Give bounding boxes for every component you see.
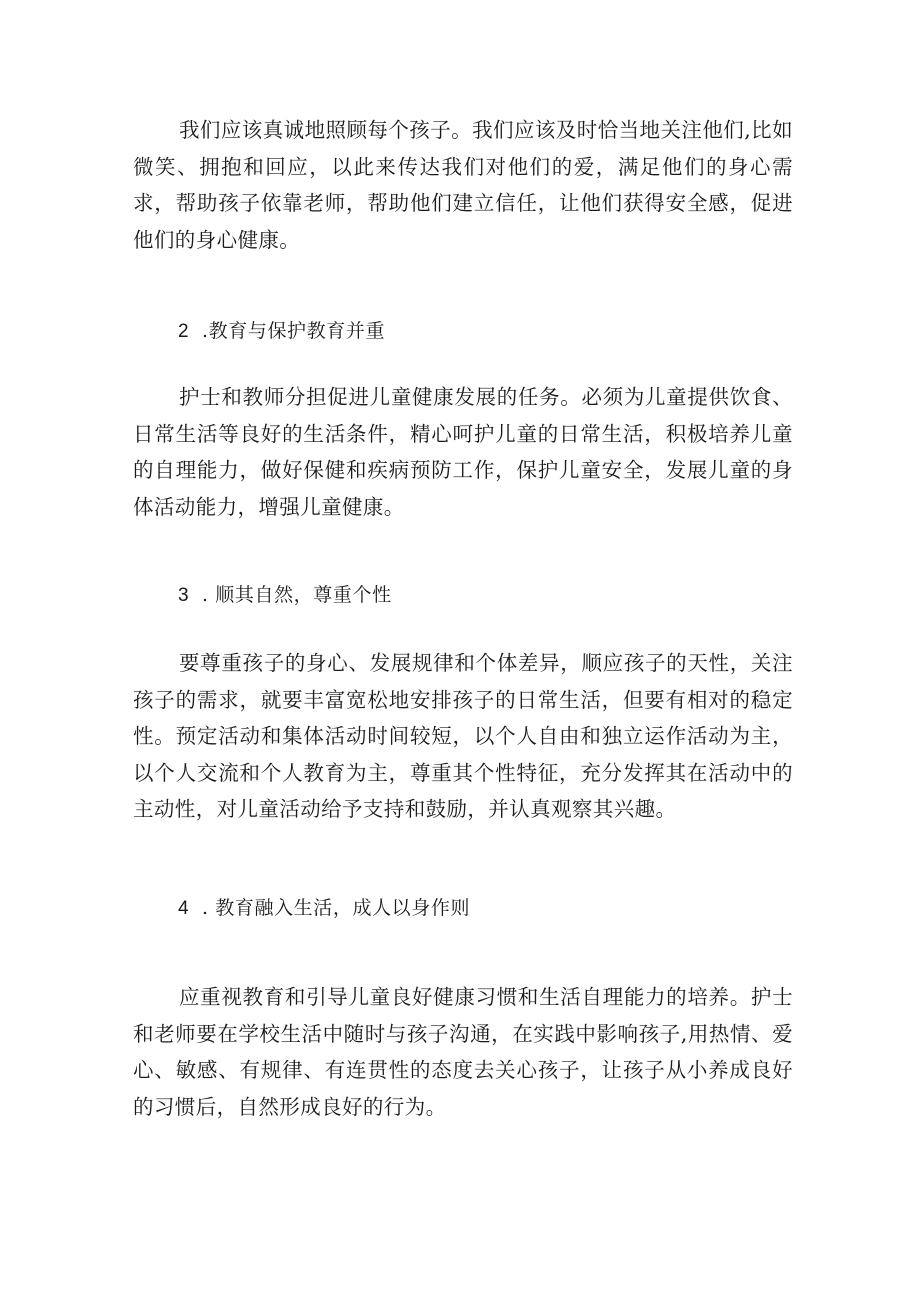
heading-follow-nature (178, 580, 392, 611)
heading-number: 2 (178, 321, 190, 342)
paragraph-health-tasks: 护士和教师分担促进儿童健康发展的任务。必须为儿童提供饮食、日常生活等良好的生活条件，精心呵护儿童的日常生活，积极培养儿童的自理能力，做好保健和疾病预防工作，保护儿童安全，发展儿童的身体活动能力，增强儿童健康。 (133, 385, 793, 519)
heading-text: . 教育融入生活，成人以身作则 (202, 897, 471, 919)
heading-number: 3 (178, 585, 190, 606)
heading-education-in-life (178, 893, 470, 924)
heading-education-protection (178, 316, 385, 347)
heading-number: 4 (178, 898, 190, 919)
paragraph-respect-individuality: 要尊重孩子的身心、发展规律和个体差异，顺应孩子的天性，关注孩子的需求，就要丰富宽松地安排孩子的日常生活，但要有相对的稳定性。预定活动和集体活动时间较短，以个人自由和独立运作活动为主，以个人交流和个人教育为主，尊重其个性特征，充分发挥其在活动中的主动性，对儿童活动给予支持和鼓励，并认真观察其兴趣。 (133, 651, 793, 821)
paragraph-care: 我们应该真诚地照顾每个孩子。我们应该及时恰当地关注他们,比如微笑、拥抱和回应，以此来传达我们对他们的爱，满足他们的身心需求，帮助孩子依靠老师，帮助他们建立信任，让他们获得安全感，促进他们的身心健康。 (133, 118, 793, 252)
paragraph-healthy-habits: 应重视教育和引导儿童良好健康习惯和生活自理能力的培养。护士和老师要在学校生活中随时与孩子沟通，在实践中影响孩子,用热情、爱心、敏感、有规律、有连贯性的态度去关心孩子，让孩子从小养成良好的习惯后，自然形成良好的行为。 (133, 985, 793, 1119)
heading-text: . 顺其自然，尊重个性 (202, 584, 392, 606)
heading-text: .教育与保护教育并重 (202, 320, 386, 342)
